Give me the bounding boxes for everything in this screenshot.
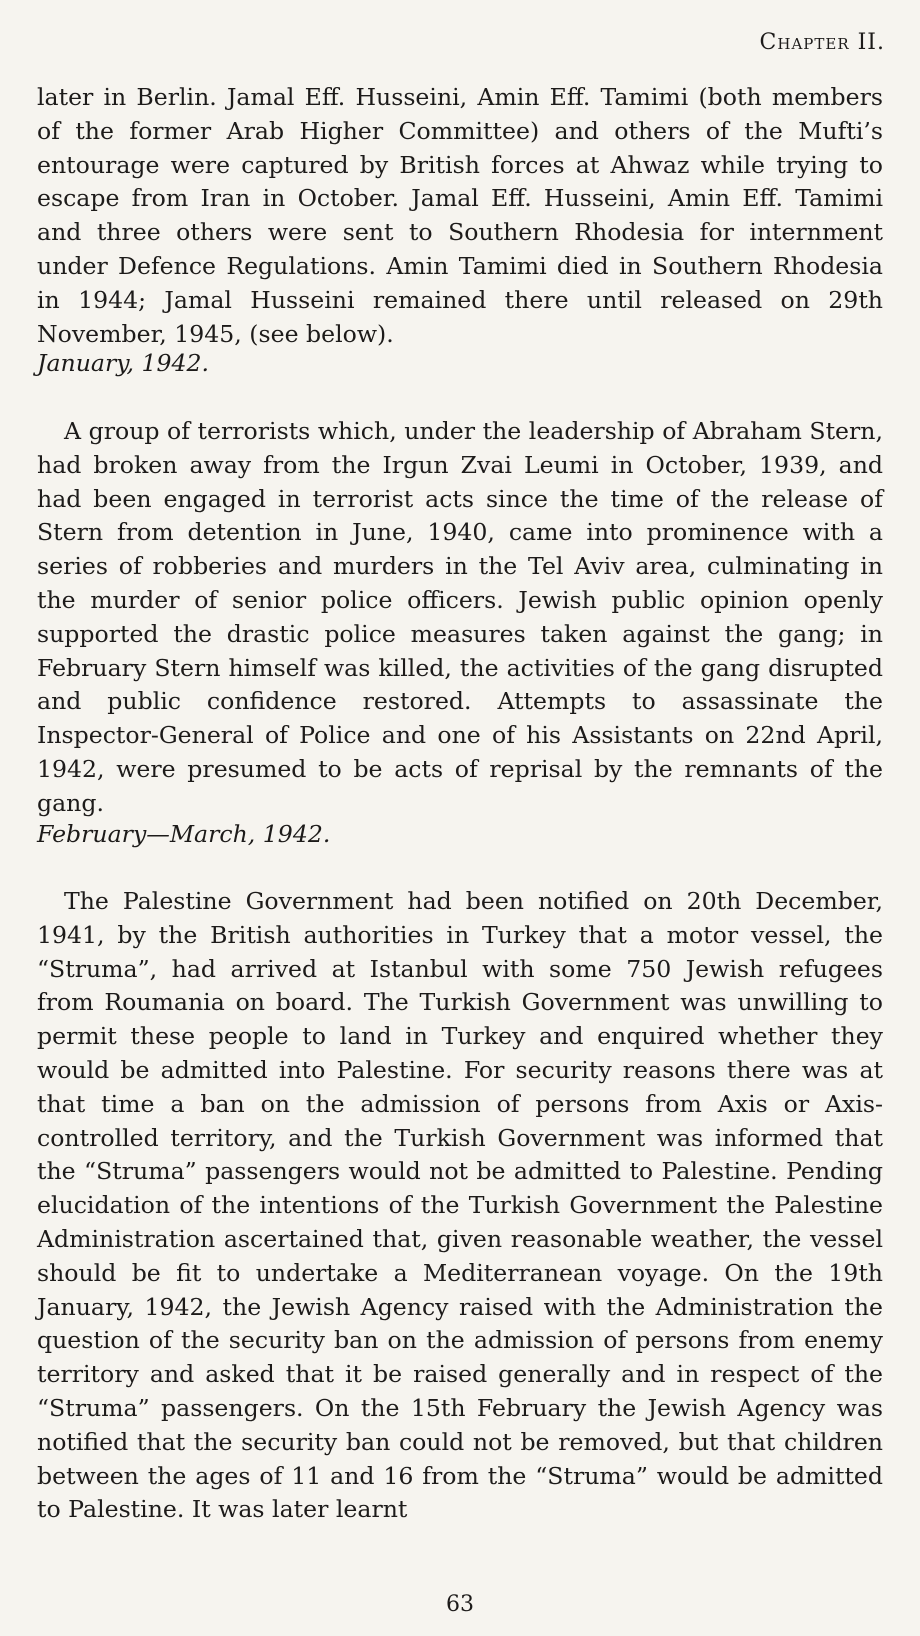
paragraph-text: A group of terrorists which, under the leadership of Abraham Stern, had broken away from the Irgun Zvai Leumi in October, 1939, and had been engaged in terrorist acts since the time of the release of Stern from detention in June, 1940, came into prominence with a series of robberies and murders in the Tel Aviv area, culminating in the murder of senior police officers. Jewish public opinion openly supported the drastic police measures taken against the gang; in February Stern himself was killed, the activities of the gang disrupted and public confidence restored. Attempts to assassinate the Inspector-General of Police and one of his Assistants on 22nd April, 1942, were presumed to be acts of reprisal by the remnants of the gang. [37,417,883,817]
paragraph-text: later in Berlin. Jamal Eff. Husseini, Amin Eff. Tamimi (both members of the former Arab Higher Committee) and others of the Mufti’s entourage were captured by British forces at Ahwaz while trying to escape from Iran in October. Jamal Eff. Husseini, Amin Eff. Tamimi and three others were sent to Southern Rhodesia for internment under Defence Regulations. Amin Tamimi died in Southern Rhodesia in 1944; Jamal Husseini remained there until released on 29th November, 1945, (see below). [37,83,883,348]
section-heading-january-1942: January, 1942. [37,349,209,377]
paragraph-text: The Palestine Government had been notified on 20th December, 1941, by the British authorities in Turkey that a motor vessel, the “Struma”, had arrived at Istanbul with some 750 Jewish refugees from Roumania on board. The Turkish Government was unwilling to permit these people to land in Turkey and enquired whether they would be admitted into Palestine. For security reasons there was at that time a ban on the admission of persons from Axis or Axis-controlled territory, and the Turkish Government was informed that the “Struma” passengers would not be admitted to Palestine. Pending elucidation of the intentions of the Turkish Government the Palestine Administration ascertained that, given reasonable weather, the vessel should be fit to undertake a Mediterranean voyage. On the 19th January, 1942, the Jewish Agency raised with the Administration the question of the security ban on the admission of persons from enemy territory and asked that it be raised generally and in respect of the “Struma” passengers. On the 15th February the Jewish Agency was notified that the security ban could not be removed, but that children between the ages of 11 and 16 from the “Struma” would be admitted to Palestine. It was later learnt [37,887,883,1524]
section-heading-february-march-1942: February—March, 1942. [37,820,331,848]
page-number: 63 [446,1592,474,1617]
paragraph-struma [37,885,883,1527]
chapter-heading: Chapter II. [759,30,885,55]
paragraph-intro [37,81,883,351]
paragraph-stern-gang [37,415,883,821]
